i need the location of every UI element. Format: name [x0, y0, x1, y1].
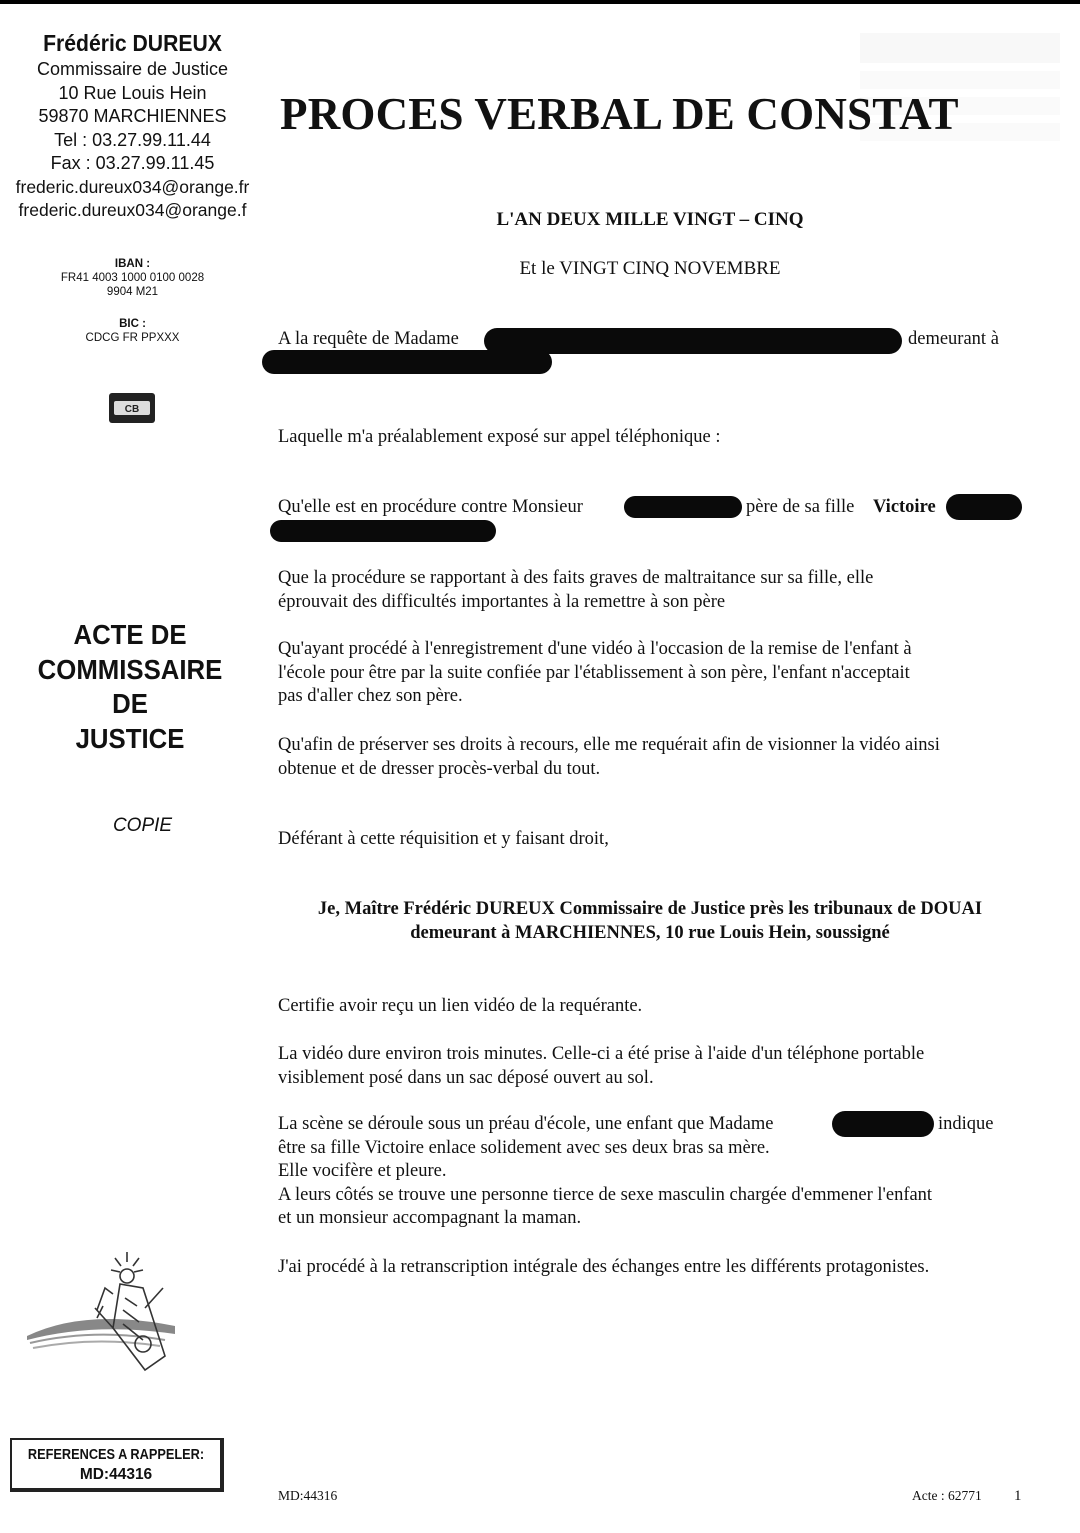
sender-tel: Tel : 03.27.99.11.44 — [54, 129, 211, 150]
sender-email-2: frederic.dureux034@orange.f — [18, 200, 247, 220]
sender-name: Frédéric DUREUX — [43, 30, 222, 56]
iban-block — [0, 257, 265, 299]
redaction-child-surname — [946, 494, 1022, 520]
references-label: REFERENCES A RAPPELER: — [27, 1447, 205, 1463]
scene-line-1b: indique — [938, 1114, 994, 1134]
expose-line: Laquelle m'a préalablement exposé sur appel téléphonique : — [278, 427, 721, 447]
redaction-requerant-address — [262, 350, 552, 374]
sidebar-header — [0, 28, 265, 223]
para-duree-line-1: La vidéo dure environ trois minutes. Celle-ci a été prise à l'aide d'un téléphone portable — [278, 1044, 925, 1064]
sender-fax: Fax : 03.27.99.11.45 — [50, 153, 215, 173]
procedure-child-name: Victoire — [873, 497, 936, 517]
procedure-start: Qu'elle est en procédure contre Monsieur — [278, 497, 583, 517]
retranscription-line: J'ai procédé à la retranscription intégrale des échanges entre les différents protagonistes. — [278, 1257, 930, 1277]
para-maltraitance-line-2: éprouvait des difficultés importantes à la remettre à son père — [278, 591, 726, 612]
acte-line-2: COMMISSAIRE — [37, 653, 223, 685]
copie-label: COPIE — [112, 815, 173, 836]
certifie-line: Certifie avoir reçu un lien vidéo de la requérante. — [278, 996, 643, 1016]
sender-email-1: frederic.dureux034@orange.fr — [15, 176, 250, 197]
page-title: PROCES VERBAL DE CONSTAT — [280, 89, 959, 139]
sender-street: 10 Rue Louis Hein — [58, 82, 207, 103]
redaction-mother-name — [832, 1111, 934, 1137]
commissioner-statement — [270, 898, 1030, 945]
references-value: MD:44316 — [79, 1466, 153, 1483]
para-maltraitance-line-1: Que la procédure se rapportant à des faits graves de maltraitance sur sa fille, elle — [278, 568, 874, 588]
scene-line-1a: La scène se déroule sous un préau d'école, une enfant que Madame — [278, 1114, 774, 1134]
footer-page-number: 1 — [1014, 1488, 1022, 1504]
redaction-father-name — [624, 496, 742, 518]
para-video-line-3: pas d'aller chez son père. — [278, 686, 463, 706]
para-scene — [278, 1137, 932, 1231]
para-maltraitance — [278, 567, 873, 614]
commissioner-line-1: Je, Maître Frédéric DUREUX Commissaire de Justice près les tribunaux de DOUAI — [317, 899, 983, 919]
requete-start: A la requête de Madame — [278, 329, 459, 349]
deferant-line: Déférant à cette réquisition et y faisant droit, — [278, 829, 609, 849]
para-video-line-1: Qu'ayant procédé à l'enregistrement d'une vidéo à l'occasion de la remise de l'enfant à — [278, 639, 912, 659]
redaction-father-line2 — [270, 520, 496, 542]
credit-card-icon — [108, 392, 156, 424]
sender-role: Commissaire de Justice — [36, 59, 229, 79]
scene-line-3: Elle vocifère et pleure. — [278, 1161, 447, 1181]
iban-line-1: FR41 4003 1000 0100 0028 — [60, 272, 205, 284]
para-droits-line-2: obtenue et de dresser procès-verbal du tout. — [278, 758, 601, 779]
acte-line-4: JUSTICE — [75, 722, 185, 754]
para-duree — [278, 1043, 924, 1090]
scene-line-2: être sa fille Victoire enlace solidement avec ses deux bras sa mère. — [278, 1137, 770, 1158]
date-line: Et le VINGT CINQ NOVEMBRE — [519, 258, 781, 279]
footer-acte: Acte : 62771 — [912, 1488, 982, 1503]
scene-line-5: et un monsieur accompagnant la maman. — [278, 1208, 582, 1228]
acte-block — [0, 618, 260, 756]
acte-line-1: ACTE DE — [73, 619, 187, 650]
acte-line-3: DE — [112, 688, 148, 719]
svg-text:CB: CB — [124, 404, 140, 415]
statue-logo-icon — [25, 1248, 190, 1388]
para-droits — [278, 734, 940, 781]
requete-end: demeurant à — [908, 329, 999, 349]
year-line: L'AN DEUX MILLE VINGT – CINQ — [496, 209, 804, 230]
commissioner-line-2: demeurant à MARCHIENNES, 10 rue Louis Hein, soussigné — [410, 922, 890, 943]
scene-line-4: A leurs côtés se trouve une personne tierce de sexe masculin chargée d'emmener l'enfant — [278, 1184, 933, 1205]
bic-label: BIC : — [119, 318, 146, 330]
iban-line-2: 9904 M21 — [106, 286, 159, 298]
para-droits-line-1: Qu'afin de préserver ses droits à recours, elle me requérait afin de visionner la vidéo ainsi — [278, 735, 940, 755]
bic-value: CDCG FR PPXXX — [85, 332, 180, 344]
references-box — [10, 1438, 224, 1492]
bic-block — [0, 317, 265, 345]
sender-city: 59870 MARCHIENNES — [38, 106, 227, 126]
para-duree-line-2: visiblement posé dans un sac déposé ouvert au sol. — [278, 1067, 654, 1088]
para-video — [278, 638, 912, 709]
footer-md: MD:44316 — [278, 1488, 338, 1503]
top-border — [0, 0, 1080, 4]
para-video-line-2: l'école pour être par la suite confiée par l'établissement à son père, l'enfant n'acceptait — [278, 662, 910, 683]
iban-label: IBAN : — [114, 258, 151, 270]
redaction-requerant-name — [484, 328, 902, 354]
procedure-mid: père de sa fille — [746, 497, 855, 517]
